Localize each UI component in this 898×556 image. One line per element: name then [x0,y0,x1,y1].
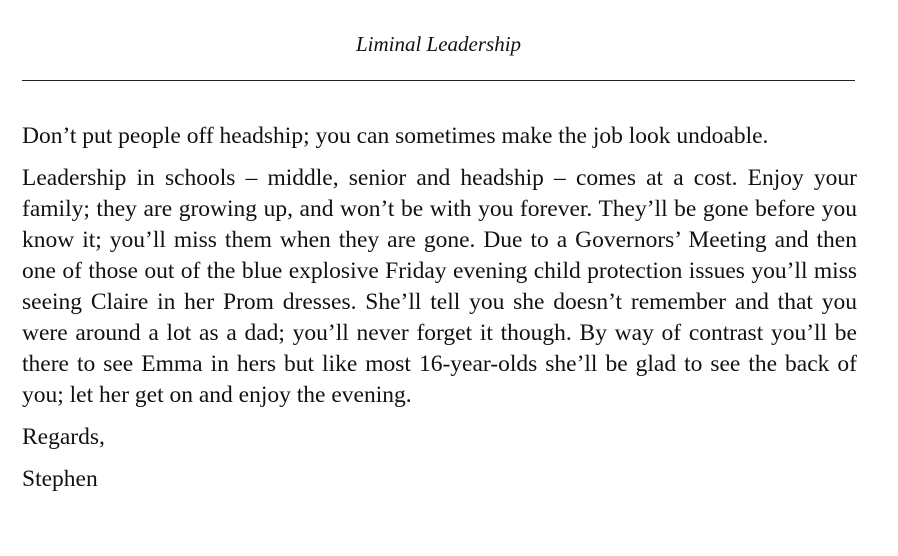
letter-closing: Regards, [22,424,105,450]
letter-body [22,121,857,506]
header-rule [22,80,855,81]
paragraph-opening: Don’t put people off headship; you can sometimes make the job look undoable. [22,123,769,149]
running-head-title: Liminal Leadership [355,32,522,56]
paragraph-main: Leadership in schools – middle, senior and headship – comes at a cost. Enjoy your family; they are growing up, and won’t be with you forever. They’ll be gone before you know it; you’ll miss them when they are gone. Due to a Governors’ Meeting and then one of those out of the blue explosive Friday evening child protection issues you’ll miss seeing Claire in her Prom dresses. She’ll tell you she doesn’t remember and that you were around a lot as a dad; you’ll never forget it though. By way of contrast you’ll be there to see Emma in hers but like most 16-year-olds she’ll be glad to see the back of you; let her get on and enjoy the evening. [22,165,857,408]
letter-signature: Stephen [22,466,98,492]
